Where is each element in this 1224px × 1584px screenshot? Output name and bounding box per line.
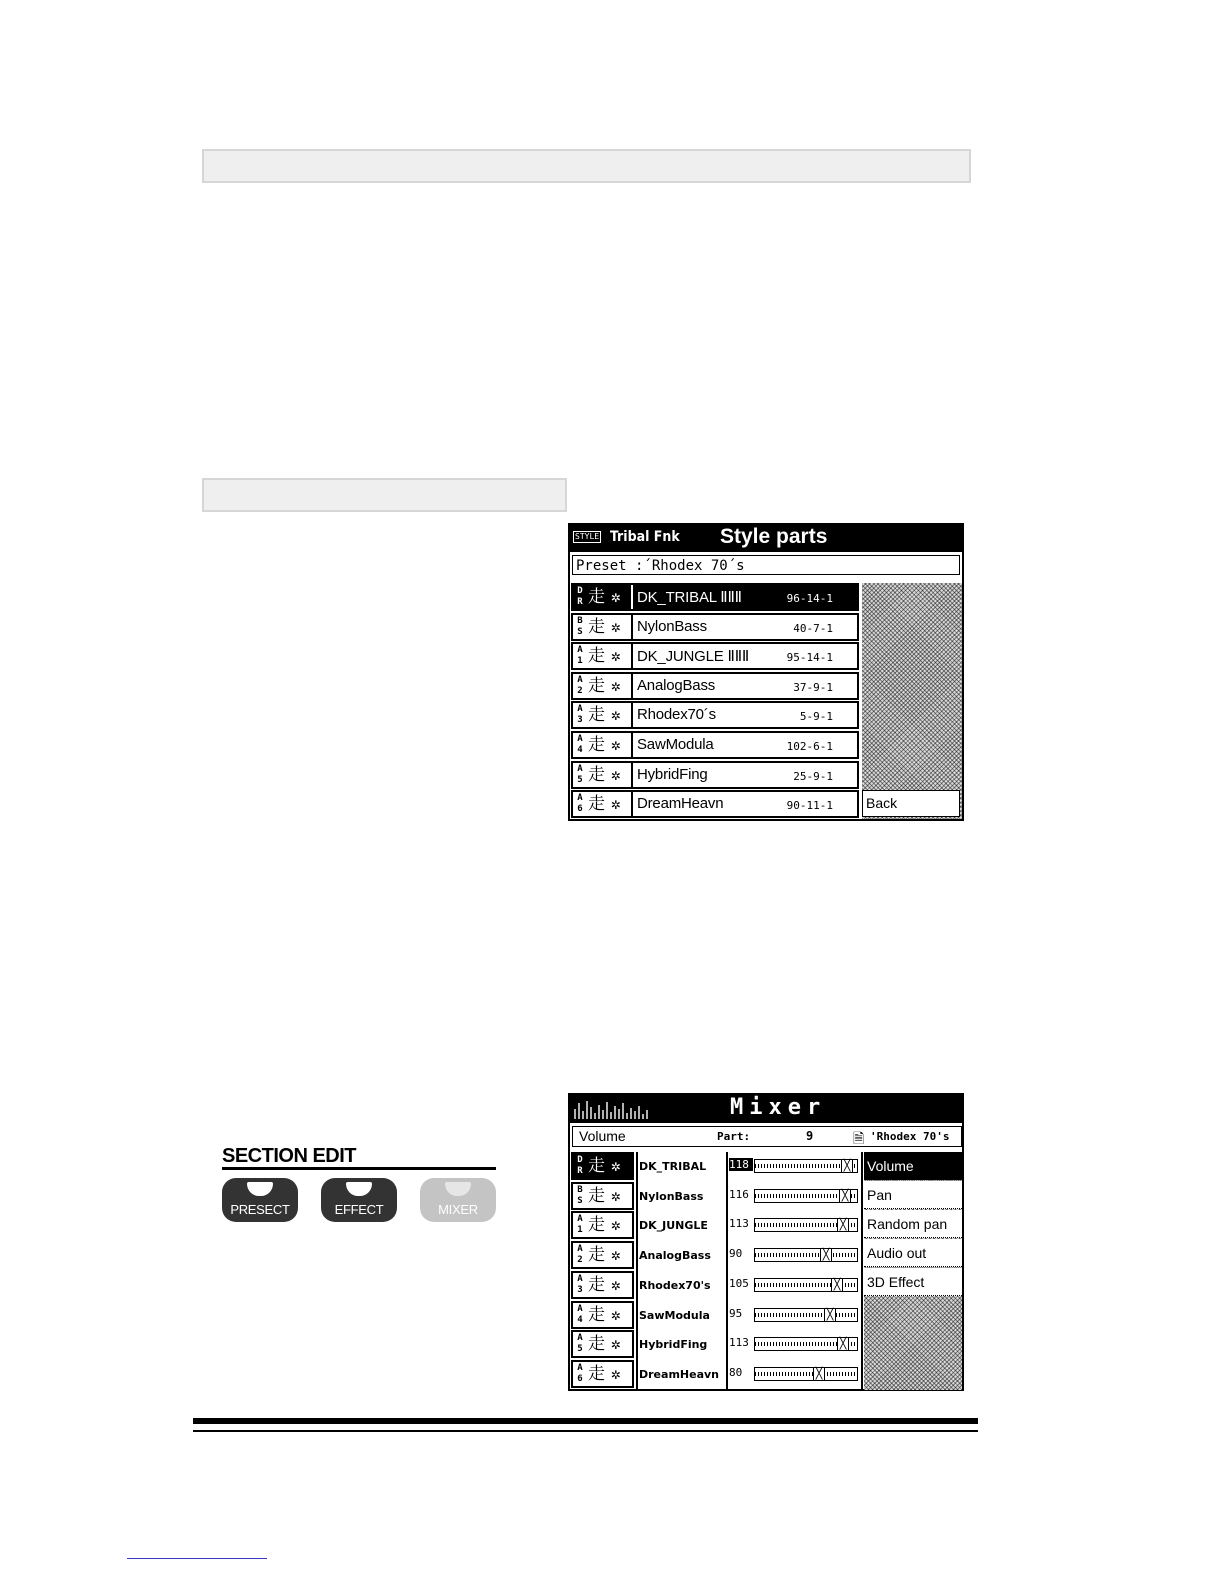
- channel-id: A 2: [577, 1244, 583, 1266]
- mixer-button[interactable]: [420, 1178, 496, 1222]
- volume-value: 80: [729, 1365, 743, 1379]
- slider-knob[interactable]: ╳: [831, 1278, 843, 1292]
- channel-icons: [573, 585, 633, 609]
- part-program-code: 102-6-1: [786, 740, 833, 753]
- presect-label: PRESECT: [230, 1202, 290, 1217]
- section-edit-title: SECTION EDIT: [222, 1145, 357, 1167]
- style-badge-icon: STYLE: [575, 532, 600, 541]
- volume-slider[interactable]: [754, 1367, 858, 1381]
- tempo-icon: ✲: [611, 1245, 621, 1265]
- part-name: AnalogBass: [637, 676, 716, 694]
- led-indicator-icon: [445, 1182, 471, 1196]
- tempo-icon: ✲: [611, 794, 621, 814]
- page-title: Mixer: [730, 1095, 827, 1120]
- channel-id: A 1: [577, 1214, 583, 1236]
- part-program-code: 37-9-1: [793, 680, 833, 694]
- menu-item[interactable]: Audio out: [864, 1239, 962, 1267]
- led-indicator-icon: [247, 1182, 273, 1196]
- channel-icons: [573, 733, 633, 757]
- slider-knob[interactable]: ╳: [841, 1159, 853, 1173]
- document-icon: 🗎: [853, 1131, 865, 1147]
- style-part-row[interactable]: [571, 583, 859, 611]
- menu-item[interactable]: 3D Effect: [864, 1268, 962, 1296]
- instrument-icon: 走: [588, 1274, 605, 1295]
- tempo-icon: ✲: [611, 1185, 621, 1205]
- volume-value: 113: [729, 1217, 749, 1231]
- tempo-icon: ✲: [611, 764, 621, 784]
- channel-icons: [571, 1330, 634, 1358]
- instrument-icon: 走: [588, 764, 605, 785]
- part-number: 9: [806, 1129, 814, 1143]
- style-part-row[interactable]: [571, 672, 859, 700]
- channel-id: A 1: [577, 645, 583, 667]
- style-part-row[interactable]: [571, 761, 859, 789]
- back-button[interactable]: Back: [862, 790, 960, 817]
- channel-id: A 4: [577, 1303, 583, 1325]
- effect-button[interactable]: [321, 1178, 397, 1222]
- mixer-channel-grid: [571, 1152, 863, 1390]
- preset-name: 'Rhodex 70's: [870, 1130, 950, 1143]
- volume-slider[interactable]: [754, 1218, 858, 1232]
- instrument-icon: 走: [588, 587, 605, 607]
- mixer-channel-row[interactable]: [571, 1211, 861, 1241]
- softkey-panel: [862, 583, 962, 819]
- instrument-icon: 走: [588, 1334, 605, 1355]
- channel-icons: [571, 1182, 634, 1210]
- instrument-icon: 走: [588, 1304, 605, 1325]
- volume-slider[interactable]: [754, 1337, 858, 1351]
- instrument-icon: 走: [588, 794, 605, 815]
- volume-slider[interactable]: [754, 1248, 858, 1262]
- channel-id: A 3: [577, 704, 583, 726]
- preset-field[interactable]: Preset :´Rhodex 70´s: [572, 555, 960, 575]
- part-program-code: 90-11-1: [786, 799, 833, 813]
- volume-slider[interactable]: [754, 1159, 858, 1173]
- mixer-titlebar: [570, 1095, 962, 1123]
- instrument-icon: 走: [588, 616, 605, 637]
- slider-knob[interactable]: ╳: [837, 1218, 849, 1232]
- style-part-row[interactable]: [571, 731, 859, 759]
- style-parts-titlebar: [570, 525, 962, 552]
- mixer-screen: [568, 1093, 964, 1391]
- channel-id: A 6: [577, 793, 583, 815]
- channel-name: DK_TRIBAL: [639, 1160, 707, 1173]
- slider-knob[interactable]: ╳: [824, 1308, 836, 1322]
- channel-id: A 3: [577, 1273, 583, 1295]
- slider-knob[interactable]: ╳: [820, 1248, 832, 1262]
- channel-name: DK_JUNGLE: [639, 1219, 708, 1233]
- menu-item[interactable]: Volume: [864, 1152, 962, 1180]
- mixer-channel-row[interactable]: [571, 1301, 861, 1331]
- part-program-code: 95-14-1: [786, 651, 833, 665]
- part-name: HybridFing: [637, 765, 708, 783]
- channel-icons: [571, 1241, 634, 1269]
- tempo-icon: ✲: [611, 1215, 621, 1235]
- channel-icons: [573, 763, 633, 787]
- instrument-icon: 走: [588, 1245, 605, 1266]
- parameter-label: Volume: [579, 1128, 626, 1144]
- slider-knob[interactable]: ╳: [837, 1337, 849, 1351]
- channel-icons: [573, 644, 633, 668]
- part-program-code: 40-7-1: [793, 621, 833, 635]
- channel-id: B S: [577, 1184, 583, 1206]
- mixer-channel-row[interactable]: [571, 1330, 861, 1360]
- channel-name: Rhodex70's: [639, 1278, 711, 1292]
- effect-label: EFFECT: [334, 1202, 384, 1217]
- channel-icons: [571, 1360, 634, 1388]
- volume-value: 105: [729, 1276, 749, 1290]
- instrument-icon: 走: [588, 1185, 605, 1206]
- channel-id: A 6: [577, 1362, 583, 1384]
- channel-icons: [573, 674, 633, 698]
- channel-id: D R: [577, 1155, 583, 1176]
- channel-name: NylonBass: [639, 1189, 704, 1203]
- level-bars-icon: [572, 1097, 652, 1119]
- channel-icons: [571, 1271, 634, 1299]
- part-program-code: 25-9-1: [793, 769, 833, 783]
- section-header-bar-2: [202, 478, 567, 512]
- channel-icons: [571, 1152, 634, 1180]
- part-program-code: 5-9-1: [799, 710, 833, 724]
- instrument-icon: 走: [588, 705, 605, 726]
- tempo-icon: ✲: [611, 675, 621, 695]
- instrument-icon: 走: [588, 675, 605, 696]
- presect-button[interactable]: [222, 1178, 298, 1222]
- tempo-icon: ✲: [611, 1274, 621, 1294]
- part-name: SawModula: [637, 736, 714, 753]
- channel-icons: [571, 1301, 634, 1329]
- volume-value: 118: [729, 1158, 753, 1171]
- part-name: DK_JUNGLE ⅡⅡⅡ: [637, 648, 750, 666]
- tempo-icon: ✲: [611, 1334, 621, 1354]
- style-parts-screen: [568, 523, 964, 821]
- mixer-channel-row[interactable]: [571, 1360, 861, 1390]
- tempo-icon: ✲: [611, 616, 621, 636]
- section-header-bar-1: [202, 149, 971, 183]
- part-name: NylonBass: [637, 617, 707, 635]
- volume-value: 95: [729, 1306, 743, 1320]
- channel-icons: [571, 1211, 634, 1239]
- volume-slider[interactable]: [754, 1189, 858, 1203]
- slider-knob[interactable]: ╳: [839, 1189, 851, 1203]
- page-title: Style parts: [720, 525, 828, 548]
- channel-name: AnalogBass: [639, 1249, 711, 1263]
- channel-id: B S: [577, 615, 583, 637]
- volume-slider[interactable]: [754, 1308, 858, 1322]
- style-part-row[interactable]: [571, 642, 859, 670]
- volume-slider[interactable]: [754, 1278, 858, 1292]
- mixer-menu: [864, 1152, 962, 1390]
- part-name: DreamHeavn: [637, 795, 724, 813]
- part-name: Rhodex70´s: [637, 706, 716, 724]
- channel-id: A 4: [577, 734, 583, 755]
- instrument-icon: 走: [588, 1156, 605, 1176]
- tempo-icon: ✲: [611, 705, 621, 725]
- channel-icons: [573, 792, 633, 816]
- instrument-icon: 走: [588, 1215, 605, 1236]
- tempo-icon: ✲: [611, 735, 621, 754]
- mixer-channel-row[interactable]: [571, 1241, 861, 1271]
- channel-icons: [573, 615, 633, 639]
- instrument-icon: 走: [588, 1363, 605, 1384]
- style-name: Tribal Fnk: [610, 529, 680, 545]
- part-label: Part:: [717, 1130, 751, 1143]
- section-edit-underline: [222, 1167, 496, 1170]
- menu-item[interactable]: Pan: [864, 1181, 962, 1209]
- instrument-icon: 走: [588, 735, 605, 755]
- mixer-channel-row[interactable]: [571, 1152, 861, 1182]
- mixer-label: MIXER: [438, 1202, 478, 1217]
- footnote-line: [127, 1558, 267, 1559]
- channel-name: HybridFing: [639, 1338, 708, 1352]
- channel-id: D R: [577, 586, 583, 607]
- channel-name: DreamHeavn: [639, 1367, 719, 1381]
- style-part-row[interactable]: [571, 701, 859, 729]
- channel-name: SawModula: [639, 1308, 710, 1322]
- led-indicator-icon: [346, 1182, 372, 1196]
- channel-id: A 5: [577, 1333, 583, 1355]
- part-program-code: 96-14-1: [786, 592, 833, 605]
- page-rule: [193, 1418, 978, 1424]
- volume-value: 116: [729, 1187, 749, 1201]
- channel-icons: [573, 703, 633, 727]
- volume-value: 113: [729, 1336, 749, 1350]
- tempo-icon: ✲: [611, 646, 621, 666]
- volume-value: 90: [729, 1247, 743, 1261]
- slider-knob[interactable]: ╳: [813, 1367, 825, 1381]
- style-part-row[interactable]: [571, 790, 859, 818]
- mixer-channel-row[interactable]: [571, 1182, 861, 1212]
- menu-item[interactable]: Random pan: [864, 1210, 962, 1238]
- tempo-icon: ✲: [611, 1156, 621, 1175]
- part-name: DK_TRIBAL ⅡⅡⅡ: [637, 589, 742, 606]
- tempo-icon: ✲: [611, 587, 621, 606]
- instrument-icon: 走: [588, 646, 605, 667]
- style-part-row[interactable]: [571, 613, 859, 641]
- mixer-channel-row[interactable]: [571, 1271, 861, 1301]
- mixer-status-bar: [572, 1126, 962, 1147]
- tempo-icon: ✲: [611, 1363, 621, 1383]
- channel-id: A 5: [577, 763, 583, 785]
- channel-id: A 2: [577, 674, 583, 696]
- tempo-icon: ✲: [611, 1304, 621, 1324]
- page-rule: [193, 1430, 978, 1432]
